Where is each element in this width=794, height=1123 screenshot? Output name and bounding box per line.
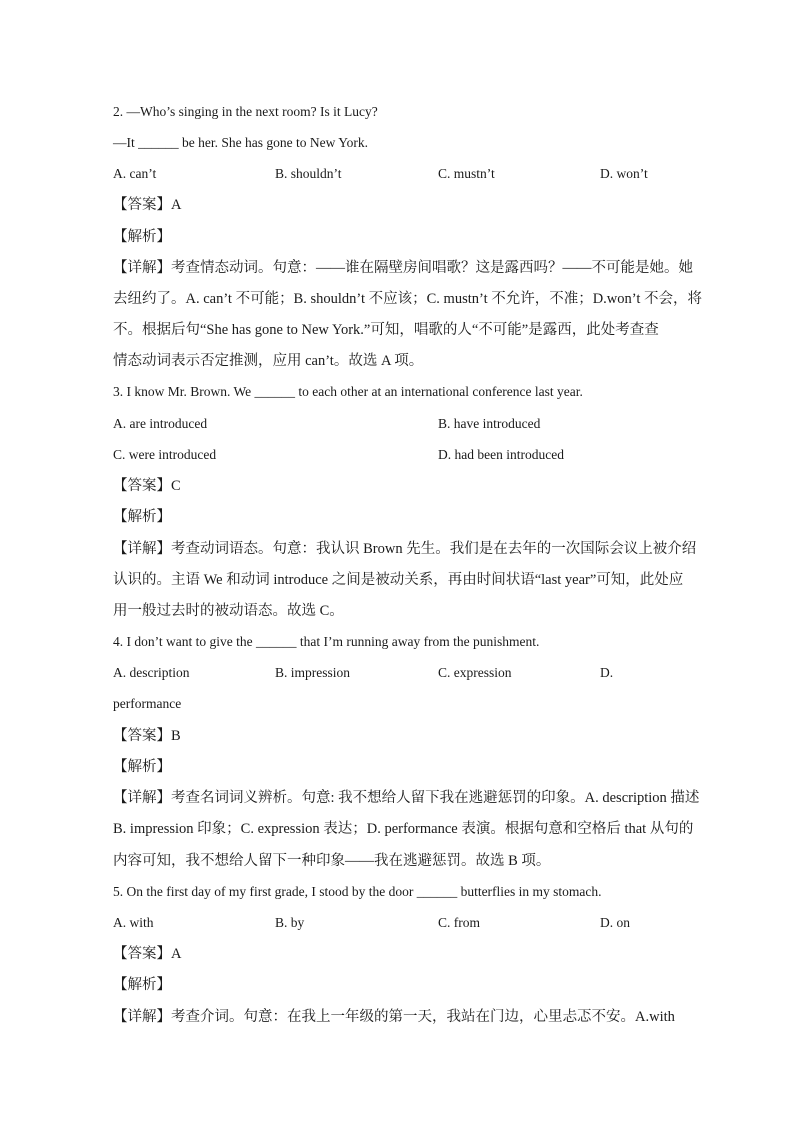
question-3-answer: 【答案】C bbox=[113, 478, 181, 494]
question-3-analysis-label: 【解析】 bbox=[113, 509, 171, 525]
question-4-option-d-wrap: performance bbox=[113, 696, 182, 711]
question-2-option-a: A. can’t bbox=[113, 166, 157, 181]
question-5-stem: 5. On the first day of my first grade, I stood by the door ______ butterflies in my stomach. bbox=[113, 884, 602, 899]
question-4-detail-line: B. impression 印象；C. expression 表达；D. performance 表演。根据句意和空格后 that 从句的 bbox=[113, 821, 694, 837]
question-3-option-a: A. are introduced bbox=[113, 416, 208, 431]
question-2-analysis-label: 【解析】 bbox=[113, 229, 171, 245]
question-3-option-d: D. had been introduced bbox=[438, 447, 564, 462]
question-3-detail-line: 【详解】考查动词语态。句意：我认识 Brown 先生。我们是在去年的一次国际会议上被介绍 bbox=[113, 541, 697, 557]
question-2-detail-line: 【详解】考查情态动词。句意：——谁在隔壁房间唱歌？这是露西吗？——不可能是她。她 bbox=[113, 260, 693, 276]
question-3-option-b: B. have introduced bbox=[438, 416, 541, 431]
question-2-answer: 【答案】A bbox=[113, 197, 182, 213]
question-4-option-a: A. description bbox=[113, 665, 190, 680]
question-4-answer: 【答案】B bbox=[113, 728, 181, 744]
question-2-detail-line: 不。根据后句“She has gone to New York.”可知，唱歌的人“不可能”是露西，此处考查查 bbox=[113, 322, 659, 338]
question-2-stem-line2: —It ______ be her. She has gone to New York. bbox=[113, 135, 368, 150]
question-5-option-a: A. with bbox=[113, 915, 154, 930]
question-5-option-b: B. by bbox=[275, 915, 305, 930]
question-4-option-b: B. impression bbox=[275, 665, 351, 680]
question-5-option-c: C. from bbox=[438, 915, 480, 930]
question-2-option-b: B. shouldn’t bbox=[275, 166, 342, 181]
question-5-option-d: D. on bbox=[600, 915, 630, 930]
question-3-detail-line: 用一般过去时的被动语态。故选 C。 bbox=[113, 603, 344, 619]
question-2-option-c: C. mustn’t bbox=[438, 166, 495, 181]
question-2-option-d: D. won’t bbox=[600, 166, 648, 181]
question-3-option-c: C. were introduced bbox=[113, 447, 217, 462]
question-3-stem: 3. I know Mr. Brown. We ______ to each other at an international conference last year. bbox=[113, 384, 583, 399]
question-4-option-d: D. bbox=[600, 665, 614, 680]
question-4-detail-line: 【详解】考查名词词义辨析。句意: 我不想给人留下我在逃避惩罚的印象。A. description 描述 bbox=[113, 790, 700, 806]
question-4-analysis-label: 【解析】 bbox=[113, 759, 171, 775]
question-5-detail-line: 【详解】考查介词。句意：在我上一年级的第一天，我站在门边，心里忐忑不安。A.with bbox=[113, 1009, 675, 1025]
question-4-option-c: C. expression bbox=[438, 665, 512, 680]
question-2-detail-line: 去纽约了。A. can’t 不可能；B. shouldn’t 不应该；C. mustn’t 不允许，不准；D.won’t 不会，将 bbox=[113, 291, 703, 307]
question-2-detail-line: 情态动词表示否定推测，应用 can’t。故选 A 项。 bbox=[113, 353, 424, 369]
question-5-analysis-label: 【解析】 bbox=[113, 977, 171, 993]
question-4-stem: 4. I don’t want to give the ______ that I’m running away from the punishment. bbox=[113, 634, 540, 649]
question-3-detail-line: 认识的。主语 We 和动词 introduce 之间是被动关系，再由时间状语“last year”可知，此处应 bbox=[113, 572, 684, 588]
question-2-stem: 2. —Who’s singing in the next room? Is it Lucy? bbox=[113, 104, 378, 119]
question-4-detail-line: 内容可知，我不想给人留下一种印象——我在逃避惩罚。故选 B 项。 bbox=[113, 853, 551, 869]
question-5-answer: 【答案】A bbox=[113, 946, 182, 962]
